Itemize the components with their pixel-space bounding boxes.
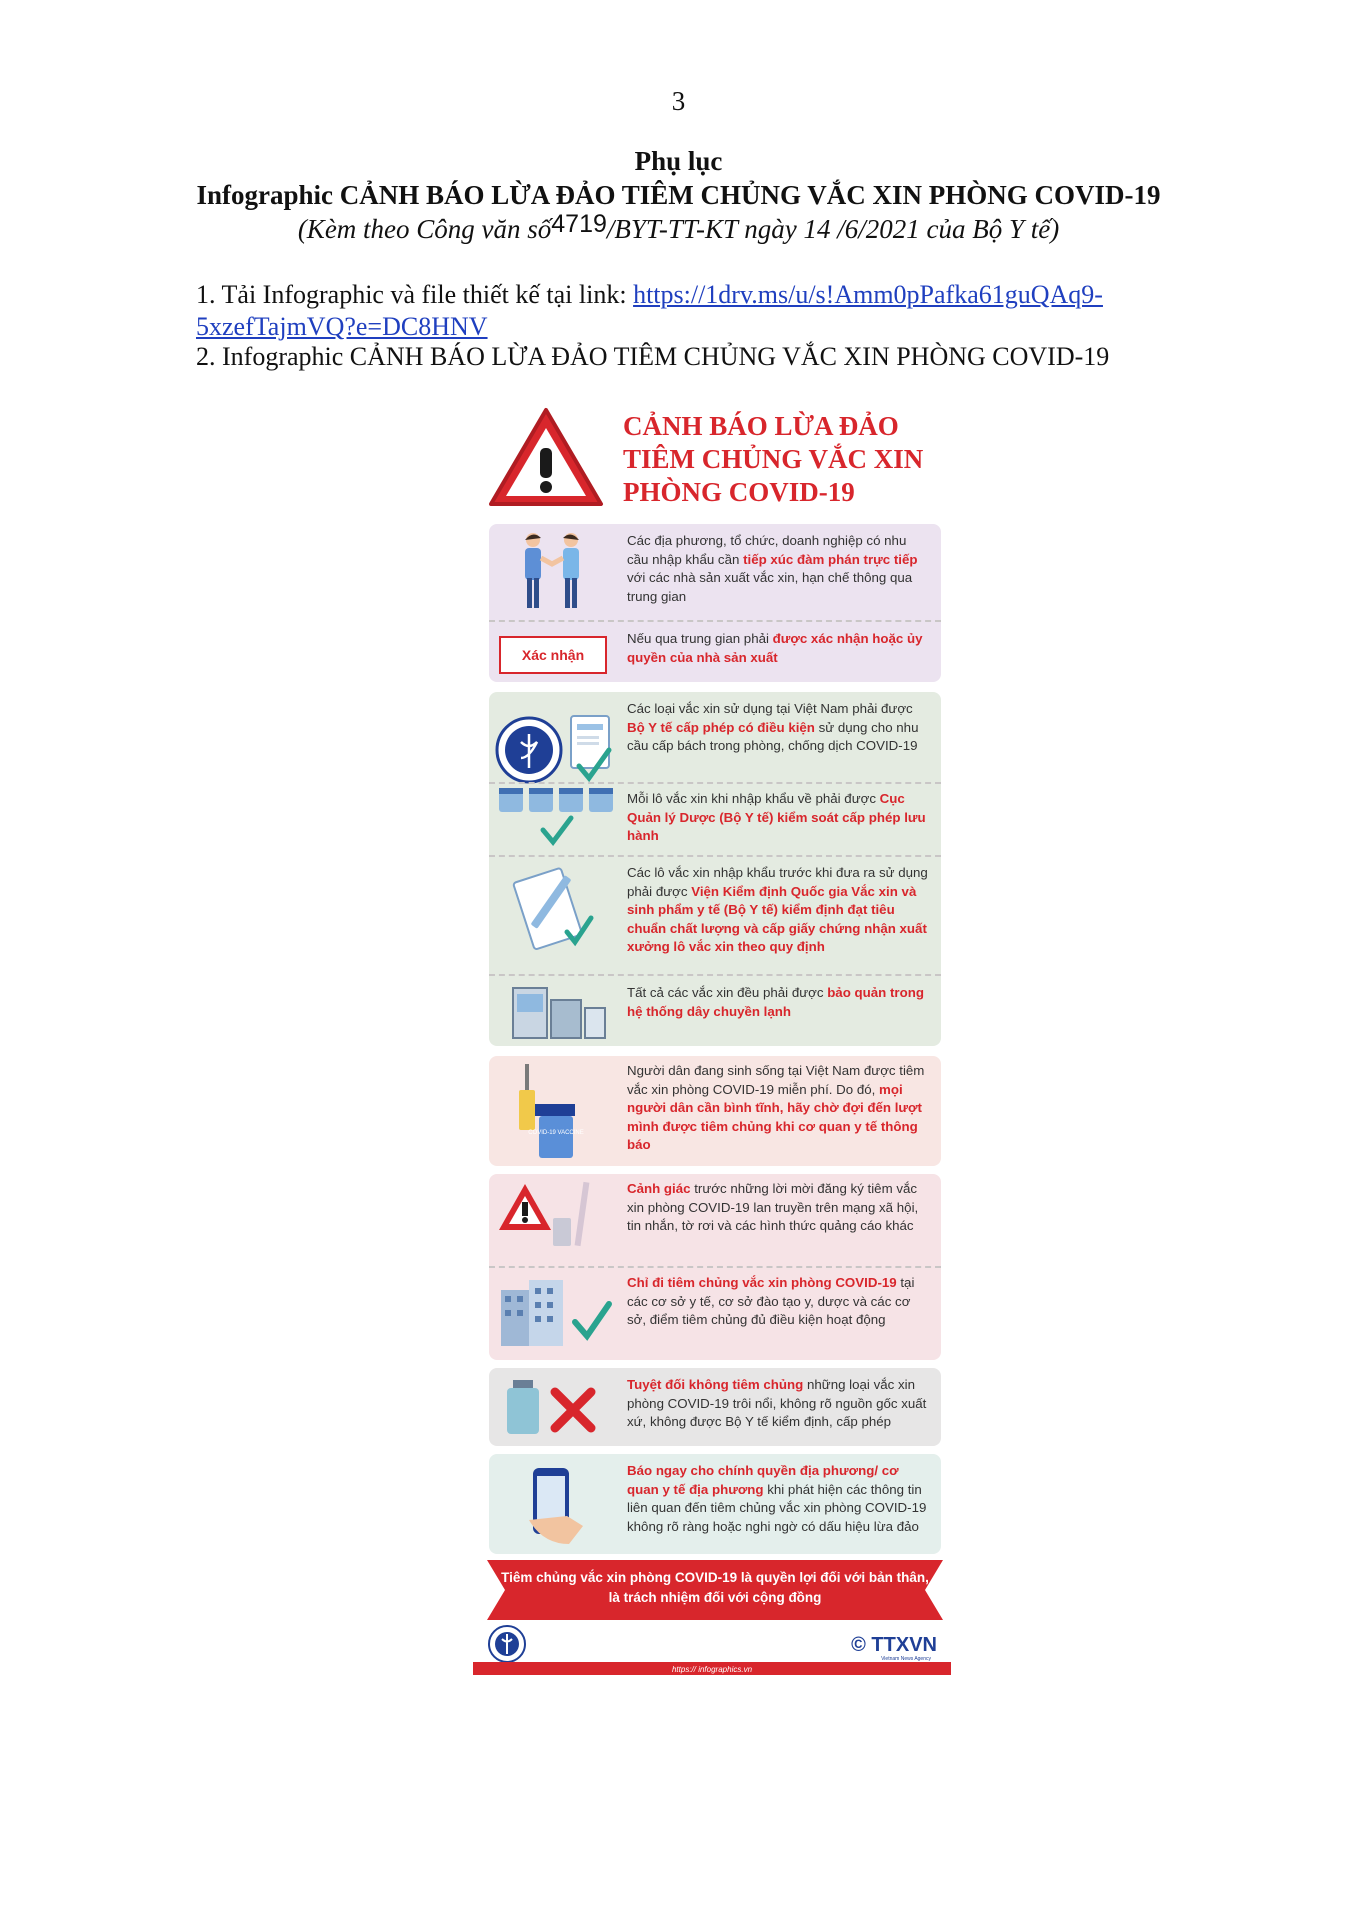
- infographic-footer: [473, 1620, 951, 1675]
- document-subtitle: [0, 210, 1357, 245]
- ttxvn-subtitle: Vietnam News Agency: [881, 1656, 931, 1662]
- s1b-highlight: được xác nhận hoặc ủy quyền của nhà sản xuất: [627, 631, 923, 665]
- item-download-link: [196, 279, 1176, 343]
- s4b-highlight: Chỉ đi tiêm chủng vắc xin phòng COVID-19: [627, 1275, 897, 1290]
- dispatch-number: 4719: [551, 210, 607, 238]
- divider: [489, 620, 941, 622]
- vaccine-bottle-icon: [505, 1062, 595, 1162]
- vial-cross-icon: [503, 1378, 603, 1438]
- banner-line1: Tiêm chủng vắc xin phòng COVID-19 là quyền lợi đối với bản thân,: [501, 1570, 929, 1585]
- ministry-logo-icon: [487, 1624, 527, 1664]
- item1-text: 1. Tải Infographic và file thiết kế tại link:: [196, 280, 634, 309]
- s1a-post: với các nhà sản xuất vắc xin, hạn chế thông qua trung gian: [627, 570, 913, 604]
- cold-chain-freezer-icon: [509, 982, 609, 1042]
- s2c-highlight: Viện Kiểm định Quốc gia Vắc xin và sinh phẩm y tế (Bộ Y tế) kiểm định đạt tiêu chuẩn chất lượng và cấp giấy chứng nhận xuất xưởng lô vắc xin theo quy định: [627, 883, 927, 955]
- divider: [489, 1266, 941, 1268]
- handshake-icon: [507, 530, 597, 612]
- section2a-text: [627, 700, 932, 756]
- section2d-text: [627, 984, 927, 1021]
- hospital-check-icon: [495, 1272, 615, 1352]
- page-number: 3: [671, 86, 686, 116]
- s1a-highlight: tiếp xúc đàm phán trực tiếp: [743, 551, 918, 567]
- s5-post: những loại vắc xin phòng COVID-19 trôi nổi, không rõ nguồn gốc xuất xứ, không được Bộ Y tế kiểm định, cấp phép: [627, 1377, 927, 1430]
- section4b-text: [627, 1274, 932, 1330]
- banner-line2: là trách nhiệm đối với cộng đồng: [608, 1590, 822, 1605]
- title-line3: PHÒNG COVID-19: [623, 477, 855, 507]
- section1-text: [627, 532, 927, 606]
- syringe-document-icon: [507, 866, 607, 952]
- warning-icon: [485, 404, 607, 512]
- ministry-of-health-emblem-icon: [495, 706, 615, 792]
- section2c-text: [627, 864, 937, 957]
- section-unverified-vaccine: [489, 1368, 941, 1446]
- section-free-vaccination: [489, 1056, 941, 1166]
- s3-pre: Người dân đang sinh sống tại Việt Nam được tiêm vắc xin phòng COVID-19 miễn phí. Do đó,: [627, 1063, 925, 1097]
- section3-text: [627, 1062, 927, 1155]
- section2b-text: [627, 790, 932, 846]
- s2b-pre: Mỗi lô vắc xin khi nhập khẩu về phải được: [627, 791, 880, 806]
- s2a-highlight: Bộ Y tế cấp phép có điều kiện: [627, 719, 815, 735]
- warning-syringe-icon: [495, 1178, 615, 1258]
- s4a-highlight: Cảnh giác: [627, 1181, 691, 1196]
- divider: [489, 855, 941, 857]
- s2d-pre: Tất cả các vắc xin đều phải được: [627, 985, 828, 1000]
- divider: [489, 974, 941, 976]
- s2a-pre: Các loại vắc xin sử dụng tại Việt Nam phải được: [627, 701, 913, 716]
- section-licensing: [489, 692, 941, 1046]
- ttxvn-logo: © TTXVN: [851, 1634, 937, 1656]
- section6-text: [627, 1462, 932, 1536]
- divider: [489, 782, 941, 784]
- s3-highlight: mọi người dân cần bình tĩnh, hãy chờ đợi đến lượt mình được tiêm chủng khi cơ quan y tế thông báo: [627, 1081, 922, 1153]
- s4b-post: tại các cơ sở y tế, cơ sở đào tạo y, dược và các cơ sở, điểm tiêm chủng đủ điều kiện hoạt động: [627, 1275, 915, 1328]
- section-vigilance: [489, 1174, 941, 1360]
- s4a-post: trước những lời mời đăng ký tiêm vắc xin phòng COVID-19 lan truyền trên mạng xã hội, tin nhắn, tờ rơi và các hình thức quảng cáo khác: [627, 1181, 919, 1234]
- infographic: [473, 398, 951, 1675]
- banner-text: [487, 1568, 943, 1608]
- appendix-title: Phụ lục: [634, 146, 723, 176]
- smartphone-icon: [523, 1464, 593, 1550]
- title-line1: CẢNH BÁO LỪA ĐẢO: [623, 411, 899, 441]
- footer-url[interactable]: https:// infographics.vn: [671, 1665, 753, 1674]
- s5-highlight: Tuyệt đối không tiêm chủng: [627, 1377, 804, 1392]
- s2d-highlight: bảo quản trong hệ thống dây chuyền lạnh: [627, 985, 924, 1019]
- subtitle-suffix: /BYT-TT-KT ngày 14 /6/2021 của Bộ Y tế): [606, 214, 1060, 244]
- infographic-title: [623, 410, 943, 509]
- s6-highlight: Báo ngay cho chính quyền địa phương/ cơ quan y tế địa phương: [627, 1463, 899, 1497]
- confirm-stamp: Xác nhận: [499, 636, 607, 674]
- s1a-pre: Các địa phương, tổ chức, doanh nghiệp có nhu cầu nhập khẩu cần: [627, 533, 907, 567]
- vaccine-vials-check-icon: [495, 788, 621, 850]
- s2b-highlight: Cục Quản lý Dược (Bộ Y tế) kiểm soát cấp phép lưu hành: [627, 791, 926, 844]
- section5-text: [627, 1376, 937, 1432]
- item-infographic-heading: 2. Infographic CẢNH BÁO LỪA ĐẢO TIÊM CHỦNG VẮC XIN PHÒNG COVID-19: [196, 342, 1110, 371]
- vaccine-bottle-label: COVID-19 VACCINE: [528, 1130, 584, 1136]
- s2c-pre: Các lô vắc xin nhập khẩu trước khi đưa ra sử dụng phải được: [627, 865, 928, 899]
- download-link[interactable]: https://1drv.ms/u/s!Amm0pPafka61guQAq9-5xzefTajmVQ?e=DC8HNV: [196, 280, 1103, 341]
- s6-post: khi phát hiện các thông tin liên quan đến tiêm chủng vắc xin phòng COVID-19 không rõ ràng hoặc nghi ngờ có dấu hiệu lừa đảo: [627, 1481, 927, 1534]
- s2a-post: sử dụng cho nhu cầu cấp bách trong phòng, chống dịch COVID-19: [627, 719, 919, 754]
- subtitle-prefix: (Kèm theo Công văn số: [297, 214, 552, 244]
- section4a-text: [627, 1180, 932, 1236]
- closing-banner: [487, 1560, 943, 1620]
- s1b-pre: Nếu qua trung gian phải: [627, 631, 773, 646]
- section1b-text: [627, 630, 927, 667]
- document-title: Infographic CẢNH BÁO LỪA ĐẢO TIÊM CHỦNG VẮC XIN PHÒNG COVID-19: [196, 180, 1161, 210]
- section-negotiation: [489, 524, 941, 682]
- title-line2: TIÊM CHỦNG VẮC XIN: [623, 444, 924, 474]
- section-report: [489, 1454, 941, 1554]
